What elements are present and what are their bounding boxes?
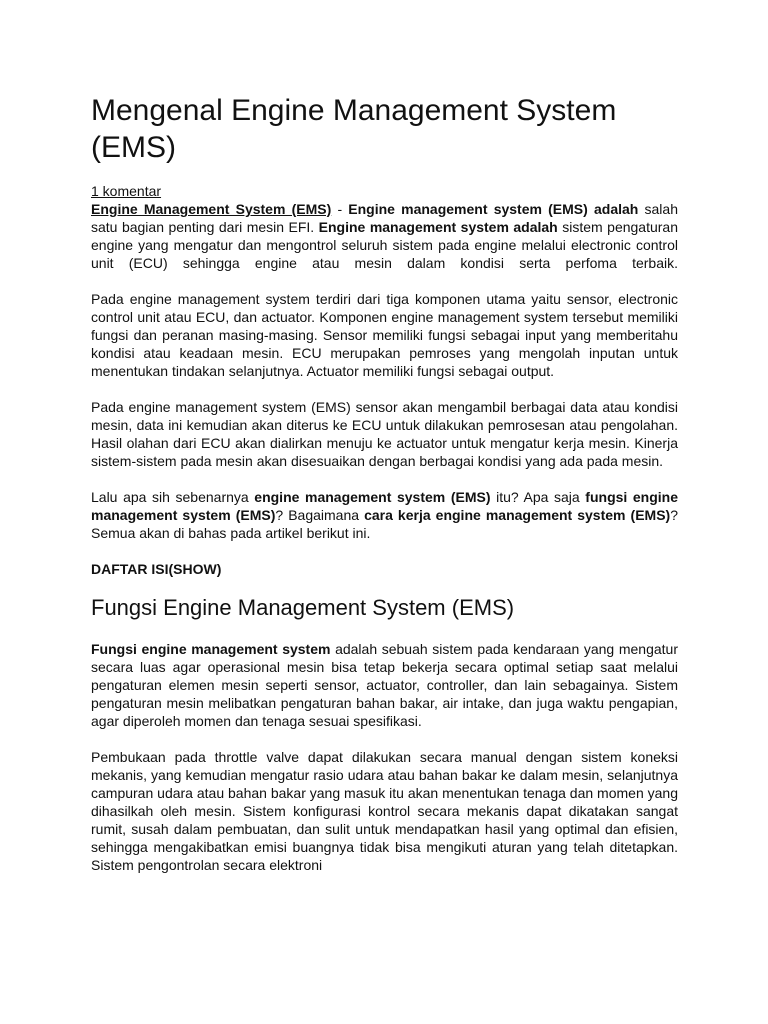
paragraph-components: Pada engine management system terdiri dari tiga komponen utama yaitu sensor, electronic control unit atau ECU, dan actuator. Komponen engine management system tersebut memiliki fungsi dan peranan masing-masing. Sensor memiliki fungsi sebagai input yang memberitahu kondisi atau keadaan mesin. ECU merupakan pemroses yang mengolah inputan untuk menentukan tindakan selanjutnya. Actuator memiliki fungsi sebagai output. [91,291,678,379]
intro-dash: - [331,201,349,217]
section-bold-1: Fungsi engine management system [91,641,331,657]
questions-text-1: Lalu apa sih sebenarnya [91,489,255,505]
intro-paragraph [91,200,678,272]
intro-bold-2: Engine management system adalah [318,219,558,235]
questions-text-3: ? Bagaimana [275,507,365,523]
table-of-contents-toggle[interactable]: DAFTAR ISI(SHOW) [91,561,222,577]
section-text-1: adalah sebuah sistem pada kendaraan yang mengatur secara luas agar operasional mesin bisa tetap bekerja secara optimal setiap saat melalui pengaturan elemen mesin seperti sensor, actuator, controller, dan lain sebagainya. Sistem pengaturan mesin melibatkan pengaturan bahan bakar, air intake, dan juga waktu pengapian, agar diperoleh momen dan tenaga sesuai spesifikasi. [91,641,678,729]
questions-bold-3: cara kerja engine management system (EMS) [364,507,671,523]
questions-text-2: itu? Apa saja [490,489,586,505]
intro-text-1: salah satu bagian penting dari mesin EFI. [91,201,678,235]
article-title: Mengenal Engine Management System (EMS) [91,94,617,164]
questions-bold-2: fungsi engine management system (EMS) [91,489,679,523]
ems-link[interactable]: Engine Management System (EMS) [91,201,332,217]
questions-bold-1: engine management system (EMS) [254,489,491,505]
comments-link[interactable]: 1 komentar [91,183,162,199]
questions-text-4: ? Semua akan di bahas pada artikel berikut ini. [91,507,678,541]
comments-row [91,182,678,200]
section-heading-fungsi: Fungsi Engine Management System (EMS) [91,595,515,620]
section-paragraph-2: Pembukaan pada throttle valve dapat dilakukan secara manual dengan sistem koneksi mekanis, yang kemudian mengatur rasio udara atau bahan bakar ke dalam mesin, selanjutnya campuran udara atau bahan bakar yang masuk itu akan menentukan tenaga dan momen yang dihasilkah oleh mesin. Sistem konfigurasi kontrol secara mekanis dapat dikatakan sangat rumit, susah dalam pembuatan, dan sulit untuk mendapatkan hasil yang optimal dan efisien, sehingga mengakibatkan emisi buangnya tidak bisa mengikuti aturan yang telah ditetapkan. Sistem pengontrolan secara elektroni [91,749,678,873]
section-paragraph-1 [91,640,678,730]
intro-text-2: sistem pengaturan engine yang mengatur dan mengontrol seluruh sistem pada engine melalui electronic control unit (ECU) sehingga engine atau mesin dalam kondisi serta perfoma terbaik. [91,219,678,271]
paragraph-sensor-flow: Pada engine management system (EMS) sensor akan mengambil berbagai data atau kondisi mesin, data ini kemudian akan diterus ke ECU untuk dilakukan pemrosesan atau pengolahan. Hasil olahan dari ECU akan dialirkan menuju ke actuator untuk mengatur kerja mesin. Kinerja sistem-sistem pada mesin akan disesuaikan dengan berbagai kondisi yang ada pada mesin. [91,399,678,469]
intro-bold-1: Engine management system (EMS) adalah [348,201,639,217]
paragraph-questions [91,488,678,542]
article-page [91,92,678,874]
